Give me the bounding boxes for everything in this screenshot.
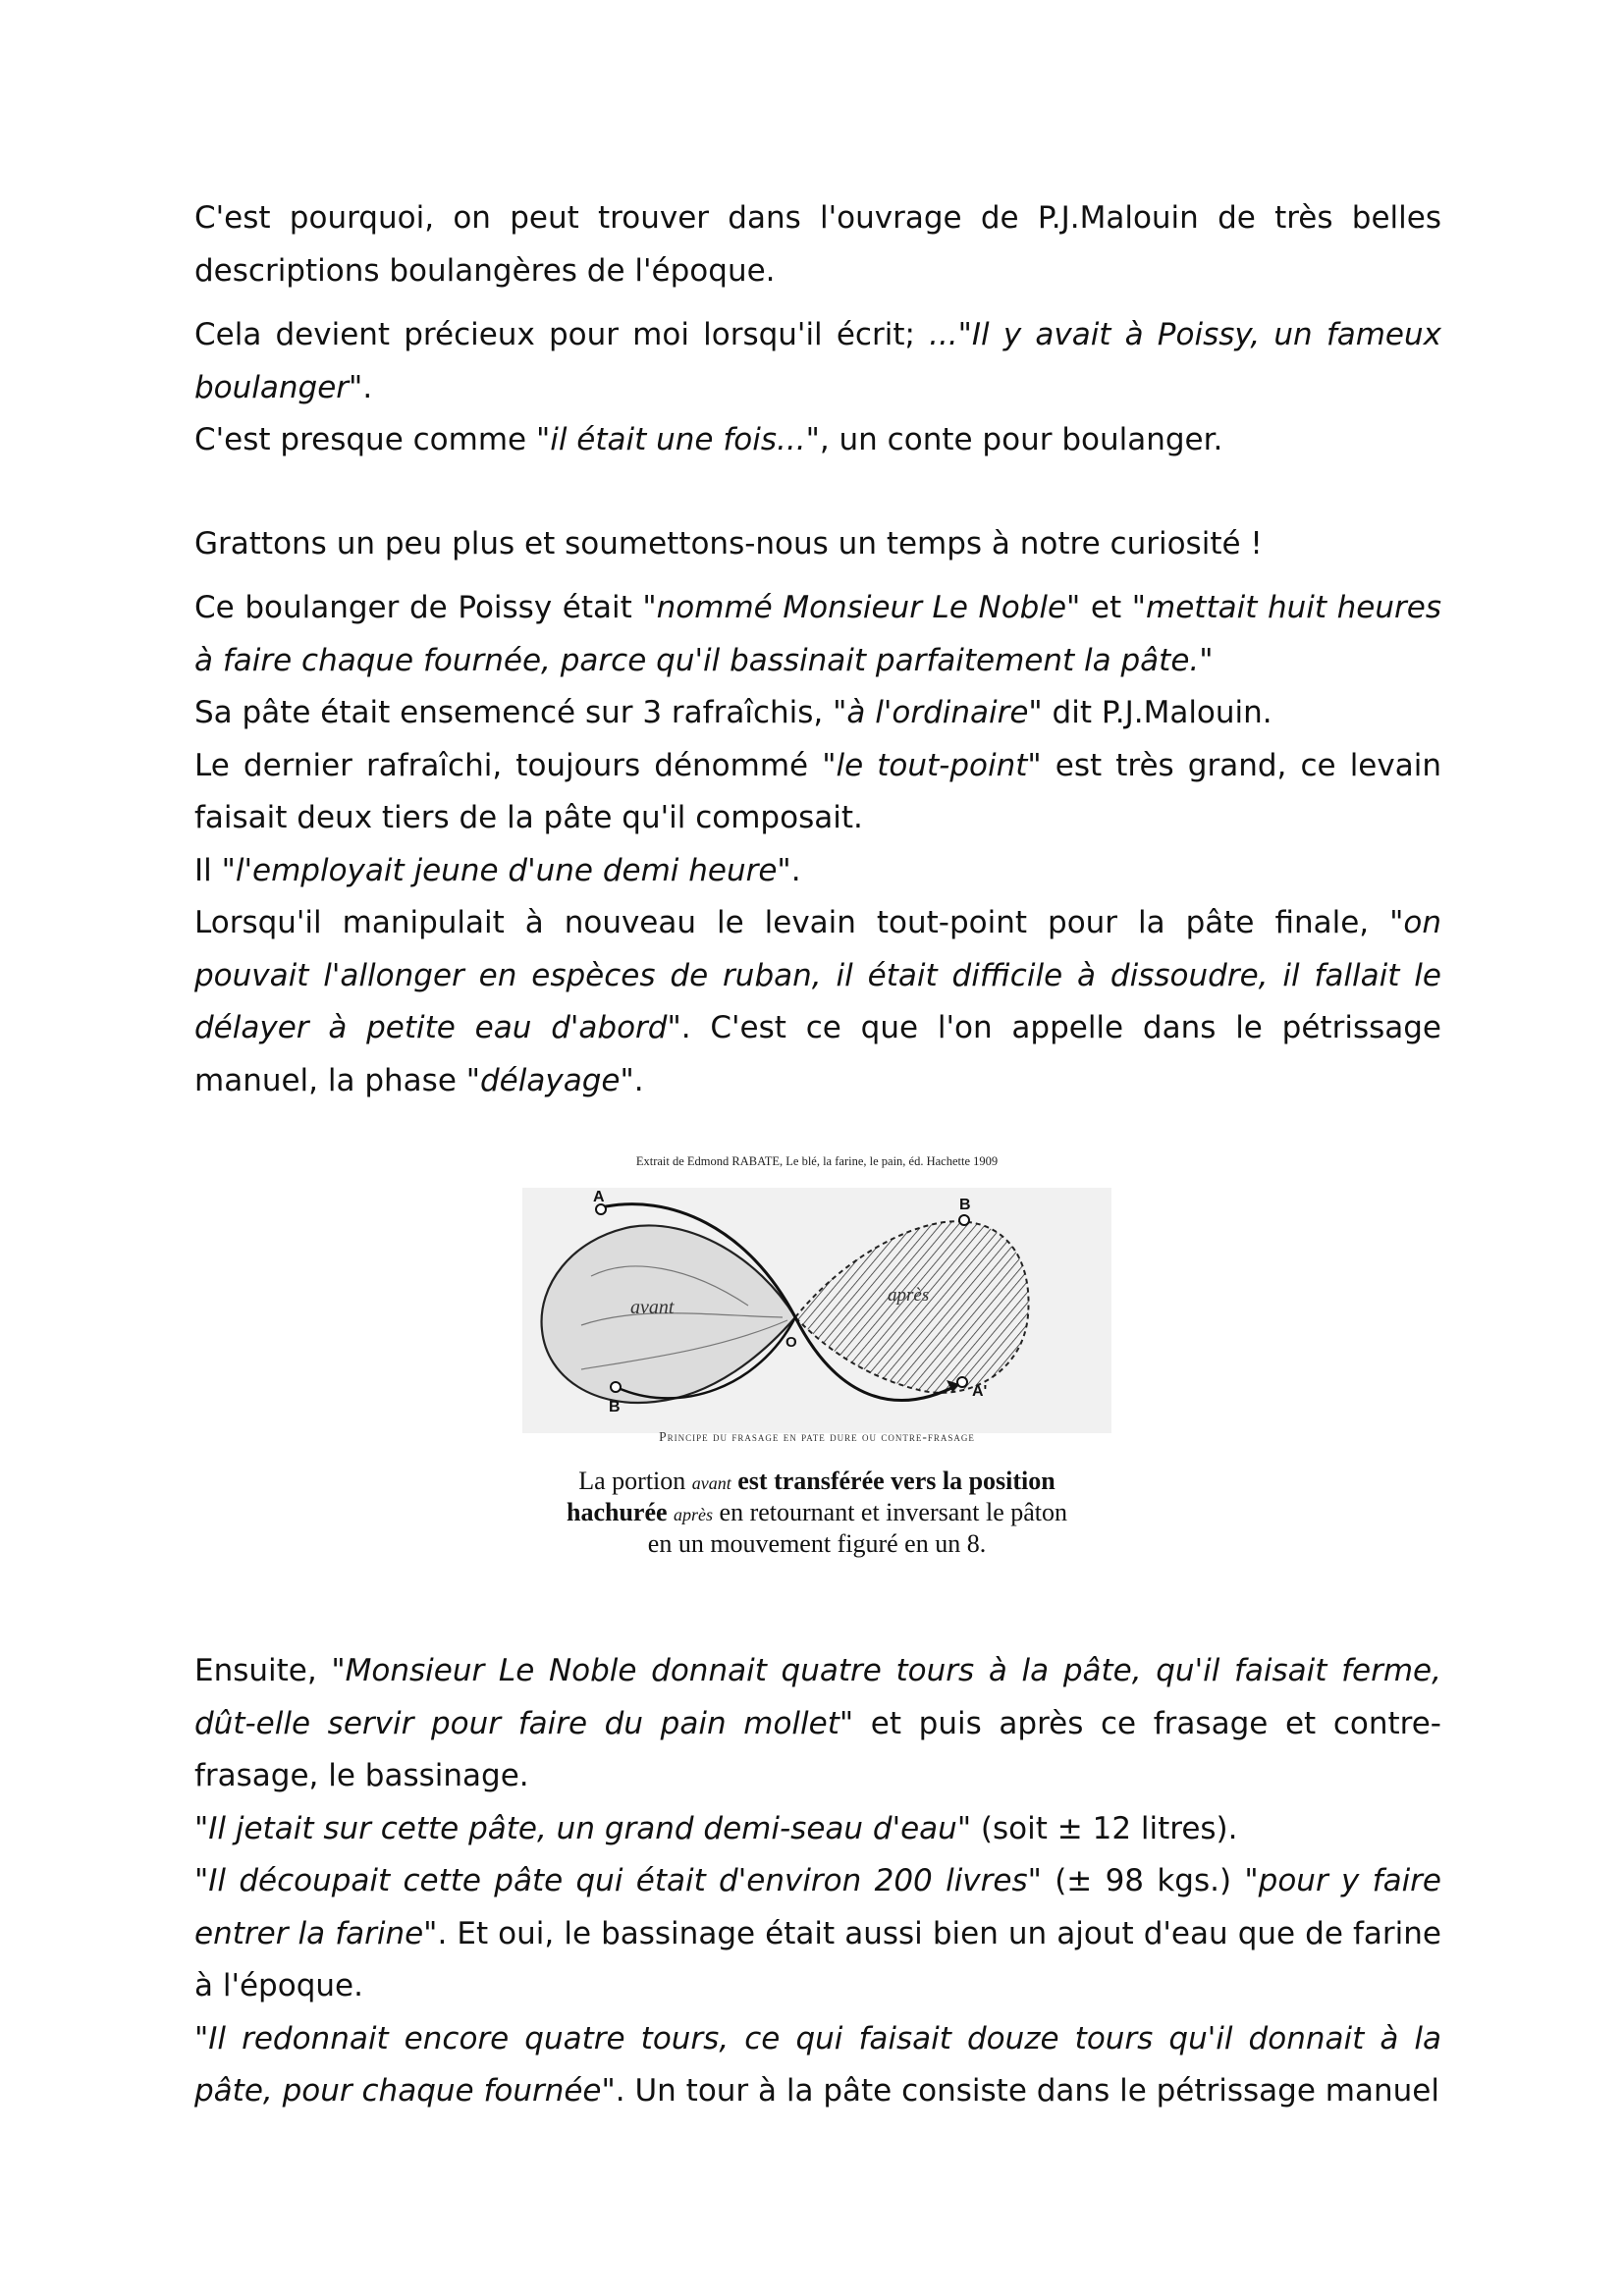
quotation: "Il découpait cette pâte qui était d'environ 200 livres": [194, 1863, 1042, 1898]
quotation: "l'employait jeune d'une demi heure": [221, 852, 791, 888]
label-apres: après: [888, 1285, 930, 1306]
quotation: "il était une fois...": [535, 422, 820, 457]
caption-line-3: en un mouvement figuré en un 8.: [647, 1529, 987, 1558]
label-a: A: [593, 1189, 605, 1205]
paragraph: [194, 192, 1441, 297]
caption-emphasis: après: [674, 1505, 714, 1524]
paragraph-text: et: [1080, 590, 1132, 625]
lower-text-block: [194, 1645, 1441, 2118]
point-b-top: [959, 1215, 969, 1225]
paragraph: [194, 740, 1441, 845]
caption-emphasis: avant: [691, 1473, 731, 1493]
figure: [522, 1148, 1111, 1580]
paragraph-text: (soit ± 12 litres).: [971, 1810, 1238, 1846]
paragraph: [194, 1855, 1441, 2013]
label-avant: avant: [630, 1297, 675, 1318]
quotation: "à l'ordinaire": [833, 695, 1043, 730]
figure-credit: Extrait de Edmond RABATE, Le blé, la farine, le pain, éd. Hachette 1909: [635, 1154, 999, 1168]
quotation: "Il jetait sur cette pâte, un grand demi-seau d'eau": [194, 1810, 972, 1846]
point-a: [596, 1204, 606, 1214]
quotation: "pour y faire entrer la farine": [194, 1863, 1441, 1951]
caption-text: La portion: [578, 1467, 692, 1495]
quotation: "nommé Monsieur Le Noble": [642, 590, 1081, 625]
paragraph: [194, 1803, 1441, 1856]
label-b-bottom: B: [609, 1399, 621, 1415]
caption-line-1: [522, 1467, 1111, 1498]
paragraph-text: est très grand, ce levain faisait deux tiers de la pâte qu'il composait.: [194, 747, 1441, 835]
quotation: ..."Il y avait à Poissy, un fameux boulanger": [194, 317, 1441, 405]
caption-line-2: [522, 1498, 1111, 1529]
paragraph-text: C'est presque comme: [194, 422, 536, 457]
figure-caption: [522, 1467, 1111, 1559]
paragraph: [194, 687, 1441, 740]
point-b-bottom: [611, 1382, 621, 1392]
label-b-top: B: [959, 1197, 971, 1213]
paragraph: [194, 414, 1441, 467]
caption-text: en retournant et inversant le pâton: [713, 1498, 1068, 1526]
quotation: "Monsieur Le Noble donnait quatre tours à la pâte, qu'il faisait ferme, dût-elle servir pour faire du pain mollet": [194, 1653, 1441, 1741]
paragraph-text: Le dernier rafraîchi, toujours dénommé: [194, 747, 823, 783]
paragraph-text: Ce boulanger de Poissy était: [194, 590, 643, 625]
paragraph-text: .: [633, 1062, 644, 1098]
quotation: "délayage": [465, 1062, 634, 1098]
paragraph-text: .: [362, 369, 373, 405]
paragraph-text: Sa pâte était ensemencé sur 3 rafraîchis,: [194, 695, 834, 730]
paragraph: [194, 2013, 1441, 2118]
paragraph: [194, 897, 1441, 1107]
paragraph-text: . Un tour à la pâte consiste dans le pétrissage manuel: [615, 2073, 1439, 2109]
paragraph-text: . Et oui, le bassinage était aussi bien un ajout d'eau que de farine à l'époque.: [194, 1915, 1441, 2003]
paragraph-text: . C'est ce que l'on appelle dans le pétrissage manuel, la phase: [194, 1010, 1441, 1098]
paragraph-text: et puis après ce frasage et contre-frasage, le bassinage.: [194, 1705, 1441, 1793]
diagram-caption: Principe du frasage en pate dure ou contre-frasage: [659, 1429, 975, 1444]
paragraph-text: Cela devient précieux pour moi lorsqu'il écrit;: [194, 317, 930, 352]
quotation: "Il redonnait encore quatre tours, ce qui faisait douze tours qu'il donnait à la pâte, pour chaque fournée": [194, 2020, 1441, 2109]
paragraph: [194, 845, 1441, 898]
paragraph-text: Grattons un peu plus et soumettons-nous un temps à notre curiosité !: [194, 525, 1263, 561]
paragraph-text: Lorsqu'il manipulait à nouveau le levain tout-point pour la pâte finale,: [194, 905, 1390, 940]
paragraph-text: Il: [194, 852, 222, 888]
upper-text-block: [194, 192, 1441, 1107]
paragraph-text: Ensuite,: [194, 1653, 332, 1688]
paragraph-text: , un conte pour boulanger.: [819, 422, 1223, 457]
quotation: "on pouvait l'allonger en espèces de ruban, il était difficile à dissoudre, il fallait le délayer à petite eau d'abord": [194, 905, 1441, 1045]
label-a-prime: A': [972, 1383, 988, 1400]
paragraph: [194, 309, 1441, 414]
caption-bold: est transférée vers la position: [731, 1467, 1056, 1495]
caption-bold: hachurée: [566, 1498, 668, 1526]
label-o: O: [785, 1334, 797, 1351]
quotation: "mettait huit heures à faire chaque fournée, parce qu'il bassinait parfaitement la pâte.": [194, 590, 1441, 678]
point-a-prime: [957, 1377, 967, 1387]
paragraph: [194, 582, 1441, 687]
paragraph: [194, 518, 1441, 571]
figure-eight-diagram: [522, 1188, 1111, 1433]
paragraph-text: .: [790, 852, 801, 888]
paragraph-text: C'est pourquoi, on peut trouver dans l'ouvrage de P.J.Malouin de très belles descriptions boulangères de l'époque.: [194, 200, 1441, 289]
quotation: "le tout-point": [822, 747, 1042, 783]
paragraph-text: dit P.J.Malouin.: [1042, 695, 1272, 730]
paragraph-text: (± 98 kgs.): [1041, 1863, 1245, 1898]
paragraph: [194, 1645, 1441, 1803]
